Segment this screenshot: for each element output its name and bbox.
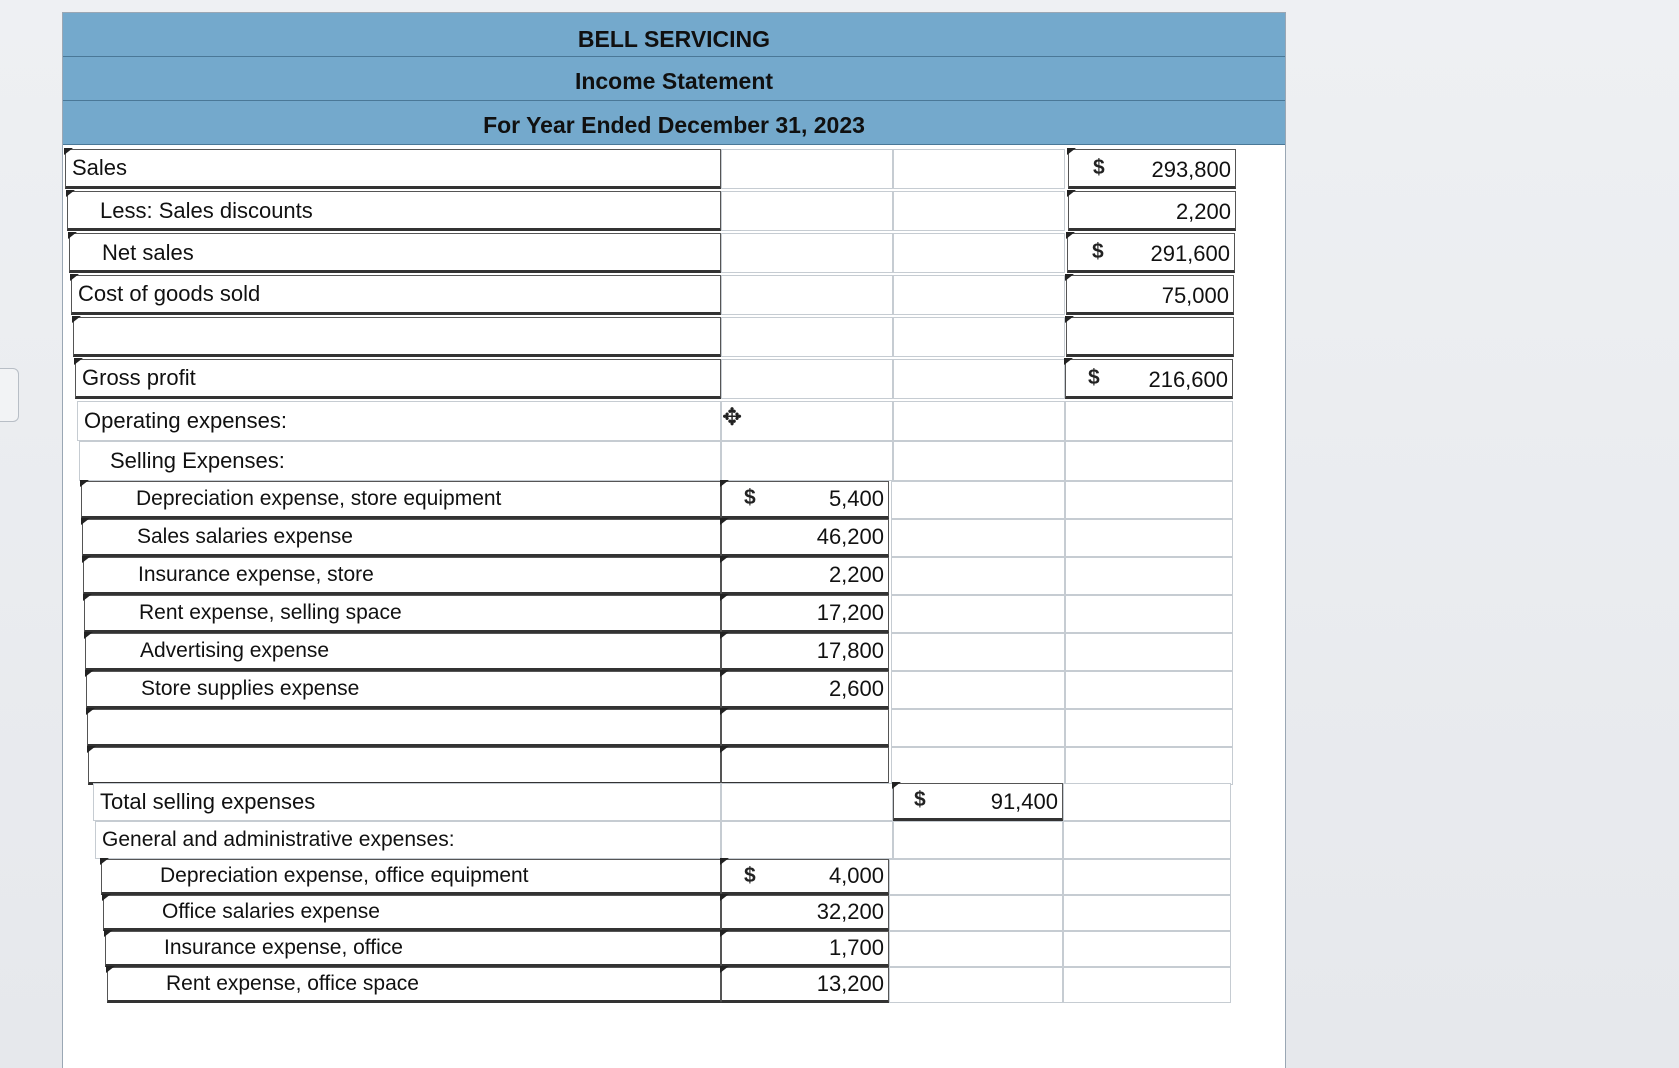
grid-cell: [891, 633, 1065, 671]
side-tab-handle[interactable]: [0, 368, 19, 422]
grid-cell: [889, 895, 1063, 931]
selling-item-label: Insurance expense, store: [138, 563, 374, 586]
sales-discounts-label: Less: Sales discounts: [100, 198, 313, 223]
cogs-label-field[interactable]: [71, 275, 721, 315]
grid-cell: [721, 359, 893, 399]
grid-cell: [1065, 633, 1233, 671]
net-sales-amount: 291,600: [1150, 241, 1230, 266]
dollar-sign: $: [744, 486, 756, 509]
grid-cell: [1065, 557, 1233, 595]
selling-item-amount-field[interactable]: [721, 633, 889, 671]
selling-item-label-field[interactable]: [86, 671, 721, 709]
sales-discounts-amount: 2,200: [1175, 199, 1231, 224]
grid-cell: [1065, 481, 1233, 519]
cogs-amount-field[interactable]: [1066, 275, 1234, 315]
grid-cell: [893, 401, 1065, 441]
sales-label: Sales: [72, 155, 128, 180]
grid-cell: [893, 317, 1065, 357]
total-selling-label: Total selling expenses: [100, 789, 316, 814]
admin-item-amount-field[interactable]: [721, 931, 889, 967]
admin-item-label: Depreciation expense, office equipment: [160, 864, 529, 887]
admin-item-label-field[interactable]: [103, 895, 721, 931]
grid-cell: [1063, 895, 1231, 931]
grid-cell: [95, 821, 721, 859]
dollar-sign: $: [1088, 366, 1100, 389]
operating-expenses-label: Operating expenses:: [84, 408, 288, 433]
grid-cell: [721, 317, 893, 357]
admin-item-amount: 13,200: [816, 971, 884, 996]
dollar-sign: $: [1092, 240, 1104, 263]
gross-profit-amount: 216,600: [1148, 367, 1228, 392]
income-statement-form: [62, 12, 1286, 1068]
grid-cell: [1065, 401, 1233, 441]
selling-item-label: Store supplies expense: [141, 677, 360, 700]
selling-item-amount: 5,400: [828, 486, 884, 511]
total-selling-amount: 91,400: [990, 789, 1058, 814]
admin-item-label: Office salaries expense: [162, 900, 380, 923]
grid-cell: [891, 709, 1065, 747]
selling-item-amount-field[interactable]: [721, 709, 889, 747]
grid-cell: [721, 275, 893, 315]
grid-cell: [1065, 519, 1233, 557]
cogs-amount: 75,000: [1161, 283, 1229, 308]
selling-item-amount-field[interactable]: [721, 671, 889, 709]
grid-cell: [721, 783, 893, 821]
admin-item-amount: 32,200: [816, 899, 884, 924]
grid-cell: [721, 233, 893, 273]
cogs-label: Cost of goods sold: [78, 281, 261, 306]
selling-expenses-label: Selling Expenses:: [110, 448, 285, 473]
blank-label-field[interactable]: [73, 317, 721, 357]
admin-item-label-field[interactable]: [101, 859, 721, 895]
grid-cell: [79, 441, 721, 481]
grid-cell: [891, 671, 1065, 709]
grid-cell: [77, 401, 721, 441]
dollar-sign: $: [914, 788, 926, 811]
grid-cell: [893, 233, 1065, 273]
admin-item-amount-field[interactable]: [721, 895, 889, 931]
selling-item-label-field[interactable]: [85, 633, 721, 671]
grid-cell: [1063, 821, 1231, 859]
statement-period: For Year Ended December 31, 2023: [63, 101, 1285, 145]
net-sales-amount-field[interactable]: [1067, 233, 1235, 273]
grid-cell: [889, 967, 1063, 1003]
grid-cell: [891, 519, 1065, 557]
grid-cell: [1063, 783, 1231, 821]
admin-item-label-field[interactable]: [107, 967, 721, 1003]
grid-cell: [1065, 441, 1233, 481]
selling-item-amount-field[interactable]: [721, 519, 889, 557]
company-name: BELL SERVICING: [63, 13, 1285, 57]
selling-item-label-field[interactable]: [88, 747, 721, 785]
gen-admin-label: General and administrative expenses:: [102, 828, 455, 851]
grid-cell: [721, 149, 893, 189]
grid-cell: [893, 191, 1065, 231]
admin-item-amount-field[interactable]: [721, 967, 889, 1003]
selling-item-label: Rent expense, selling space: [139, 601, 402, 624]
selling-item-amount: 46,200: [816, 524, 884, 549]
admin-item-label-field[interactable]: [105, 931, 721, 967]
grid-cell: [891, 595, 1065, 633]
grid-cell: [93, 783, 721, 821]
dollar-sign: $: [744, 864, 756, 887]
grid-cell: [721, 441, 893, 481]
gross-profit-amount-field[interactable]: [1065, 359, 1233, 399]
selling-item-label-field[interactable]: [82, 519, 721, 557]
selling-item-amount-field[interactable]: [721, 481, 889, 519]
net-sales-label-field[interactable]: [69, 233, 721, 273]
grid-cell: [891, 481, 1065, 519]
selling-item-label: Sales salaries expense: [137, 525, 353, 548]
grid-cell: [1063, 931, 1231, 967]
grid-cell: [889, 931, 1063, 967]
selling-item-amount-field[interactable]: [721, 747, 889, 785]
selling-item-label-field[interactable]: [81, 481, 721, 519]
gross-profit-label-field[interactable]: [75, 359, 721, 399]
grid-cell: [1065, 671, 1233, 709]
selling-item-amount: 17,200: [816, 600, 884, 625]
grid-cell: [893, 275, 1065, 315]
grid-cell: [891, 747, 1065, 785]
net-sales-label: Net sales: [102, 240, 194, 265]
grid-cell: [1065, 709, 1233, 747]
grid-cell: [893, 441, 1065, 481]
selling-item-label: Advertising expense: [140, 639, 330, 662]
sales-label-field[interactable]: [65, 149, 721, 189]
statement-title: Income Statement: [63, 57, 1285, 101]
sales-amount: 293,800: [1151, 157, 1231, 182]
gross-profit-label: Gross profit: [82, 365, 196, 390]
grid-cell: [1065, 747, 1233, 785]
admin-item-amount: 1,700: [828, 935, 884, 960]
admin-item-amount-field[interactable]: [721, 859, 889, 895]
grid-cell: [893, 359, 1065, 399]
selling-item-amount-field[interactable]: [721, 557, 889, 595]
selling-item-amount: 17,800: [816, 638, 884, 663]
total-selling-amount-field[interactable]: [893, 783, 1063, 821]
selling-item-amount: 2,200: [828, 562, 884, 587]
sales-discounts-amount-field[interactable]: [1068, 191, 1236, 231]
admin-item-label: Insurance expense, office: [164, 936, 403, 959]
grid-cell: [893, 821, 1063, 859]
selling-item-label-field[interactable]: [84, 595, 721, 633]
grid-cell: [893, 149, 1065, 189]
grid-cell: [1063, 967, 1231, 1003]
admin-item-label: Rent expense, office space: [166, 972, 419, 995]
sales-amount-field[interactable]: [1068, 149, 1236, 189]
selling-item-amount: 2,600: [828, 676, 884, 701]
dollar-sign: $: [1093, 156, 1105, 179]
selling-item-amount-field[interactable]: [721, 595, 889, 633]
grid-cell: [1065, 595, 1233, 633]
admin-item-amount: 4,000: [828, 863, 884, 888]
grid-cell: [721, 191, 893, 231]
grid-cell: [891, 557, 1065, 595]
grid-cell: [721, 821, 893, 859]
selling-item-label: Depreciation expense, store equipment: [136, 487, 502, 510]
grid-cell: [1063, 859, 1231, 895]
grid-cell: [889, 859, 1063, 895]
move-cursor-icon: ✥: [722, 404, 743, 431]
sales-discounts-label-field[interactable]: [67, 191, 721, 231]
blank-amount-field[interactable]: [1066, 317, 1234, 357]
selling-item-label-field[interactable]: [83, 557, 721, 595]
selling-item-label-field[interactable]: [87, 709, 721, 747]
grid-cell: [721, 401, 893, 441]
